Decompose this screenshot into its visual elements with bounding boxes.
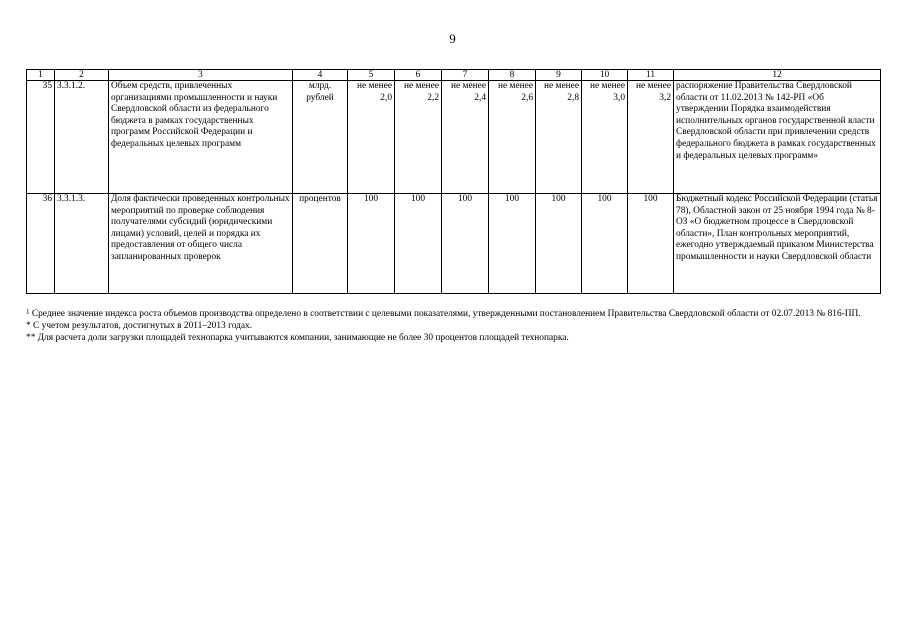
value-cell <box>489 81 536 194</box>
header-cell: 7 <box>442 70 489 81</box>
row-source: распоряжение Правительства Свердловской области от 11.02.2013 № 142-РП «Об утверждении Порядка взаимодействия исполнительных органов государственной власти Свердловской области при привлечении средств федерального бюджета в рамках государственных и федеральных целевых программ» <box>674 81 881 194</box>
row-indicator: Объем средств, привлеченных организациями промышленности и науки Свердловской области из федерального бюджета в рамках государственных программ Российской Федерации и федеральных целевых программ <box>109 81 293 194</box>
row-source: Бюджетный кодекс Российской Федерации (статья 78), Областной закон от 25 ноября 1994 года № 8-ОЗ «О бюджетном процессе в Свердловской области», План контрольных мероприятий, ежегодно утверждаемый приказом Министерства промышленности и науки Свердловской области <box>674 194 881 294</box>
value-cell <box>442 194 489 294</box>
footnote-1-text: Среднее значение индекса роста объемов производства определено в соответствии с целевыми показателями, утвержденными постановлением Правительства Свердловской области от 02.07.2013 № 816-ПП. <box>29 309 861 319</box>
value-number: 2,4 <box>474 92 486 103</box>
value-cell <box>628 81 674 194</box>
value-cell <box>536 81 582 194</box>
header-cell: 11 <box>628 70 674 81</box>
header-cell: 9 <box>536 70 582 81</box>
value-number: 2,0 <box>380 92 392 103</box>
header-cell: 8 <box>489 70 536 81</box>
value-prefix: не менее <box>544 81 579 91</box>
header-cell: 6 <box>395 70 442 81</box>
row-unit: процентов <box>293 194 348 294</box>
table-row <box>27 194 881 294</box>
table-row <box>27 81 881 194</box>
value-prefix: не менее <box>451 81 486 91</box>
value-number: 100 <box>410 194 426 204</box>
value-cell <box>442 81 489 194</box>
footnote-marker: 1 <box>26 308 30 316</box>
value-cell <box>348 194 395 294</box>
page-number: 9 <box>449 31 456 46</box>
value-number: 100 <box>643 194 658 204</box>
footnotes <box>26 308 882 344</box>
value-cell <box>395 194 442 294</box>
value-prefix: не менее <box>636 81 671 91</box>
value-cell <box>628 194 674 294</box>
value-cell <box>395 81 442 194</box>
header-cell: 5 <box>348 70 395 81</box>
row-number: 35 <box>27 81 55 194</box>
value-cell <box>489 194 536 294</box>
value-cell <box>536 194 582 294</box>
header-cell: 10 <box>582 70 628 81</box>
value-prefix: не менее <box>404 81 439 91</box>
value-prefix: не менее <box>498 81 533 91</box>
footnote-2: * С учетом результатов, достигнутых в 2011–2013 годах. <box>26 321 253 331</box>
value-cell <box>348 81 395 194</box>
header-cell: 2 <box>55 70 109 81</box>
value-number: 100 <box>597 194 612 204</box>
value-number: 3,0 <box>613 92 625 103</box>
footnote-1 <box>26 308 882 320</box>
row-number: 36 <box>27 194 55 294</box>
header-cell: 1 <box>27 70 55 81</box>
row-code: 3.3.1.2. <box>55 81 109 194</box>
row-code: 3.3.1.3. <box>55 194 109 294</box>
value-cell <box>582 194 628 294</box>
value-number: 2,2 <box>427 92 439 103</box>
header-cell: 4 <box>293 70 348 81</box>
value-number: 100 <box>363 194 379 204</box>
value-number: 3,2 <box>659 92 671 103</box>
value-cell <box>582 81 628 194</box>
table-header-row <box>27 70 881 81</box>
value-number: 2,8 <box>567 92 579 103</box>
value-prefix: не менее <box>590 81 625 91</box>
value-number: 2,6 <box>521 92 533 103</box>
value-number: 100 <box>504 194 520 204</box>
header-cell: 3 <box>109 70 293 81</box>
indicators-table <box>26 69 881 294</box>
footnote-3: ** Для расчета доли загрузки площадей технопарка учитываются компании, занимающие не более 30 процентов площадей технопарка. <box>26 333 569 343</box>
value-number: 100 <box>457 194 473 204</box>
value-number: 100 <box>551 194 566 204</box>
value-prefix: не менее <box>357 81 392 91</box>
header-cell: 12 <box>674 70 881 81</box>
row-unit: млрд. рублей <box>293 81 348 194</box>
row-indicator: Доля фактически проведенных контрольных мероприятий по проверке соблюдения получателями субсидий (юридическими лицами) условий, целей и порядка их предоставления от общего числа запланированных проверок <box>109 194 293 294</box>
